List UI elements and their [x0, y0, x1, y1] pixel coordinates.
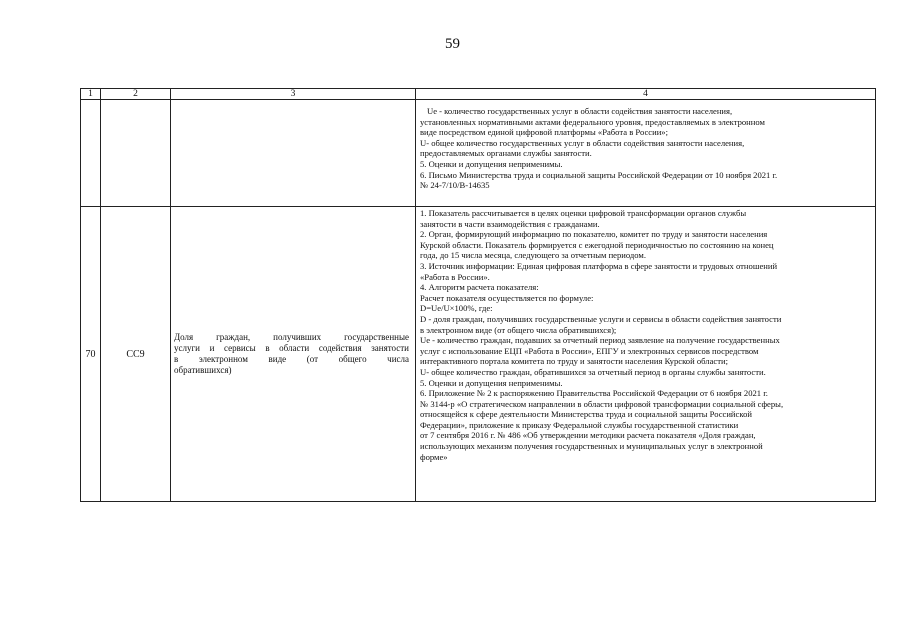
indicator-table — [80, 88, 876, 502]
row-number: 70 — [81, 207, 101, 502]
text-line: 5. Оценки и допущения неприменимы. — [420, 377, 563, 388]
text-line: 1. Показатель рассчитывается в целях оценки цифровой трансформации органов службы — [420, 208, 747, 218]
text-line: U- общее количество граждан, обратившихся за отчетный период в органы службы занятости. — [420, 366, 766, 377]
text-line: Федерации», приложение к приказу Федеральной службы государственной статистики — [420, 419, 739, 430]
text-line: Доля граждан, получивших государственные — [174, 332, 409, 342]
indicator-code: СС9 — [101, 207, 171, 502]
table-row-continuation — [81, 100, 876, 207]
header-col-2: 2 — [101, 89, 171, 100]
text-line: услуг с использование ЕЦП «Работа в России», ЕПГУ и электронных сервисов посредством — [420, 345, 759, 356]
text-line: форме» — [420, 451, 448, 462]
text-line: Курской области. Показатель формируется с ежегодной периодичностью по состоянию на конец — [420, 239, 774, 250]
row1-col3 — [171, 100, 416, 207]
table-row-70 — [81, 207, 876, 502]
text-line: относящейся к сфере деятельности Министерства труда и социальной защиты Российской — [420, 409, 752, 420]
text-line: 2. Орган, формирующий информацию по показателю, комитет по труду и занятости населения — [420, 229, 768, 240]
text-line: № 3144-р «О стратегическом направлении в области цифровой трансформации социальной сферы, — [420, 398, 784, 409]
methodology-text — [416, 207, 875, 464]
text-line: № 24-7/10/В-14635 — [420, 180, 490, 191]
text-line: D=Uе/U×100%, где: — [420, 303, 493, 314]
text-line: 3. Источник информации: Единая цифровая платформа в сфере занятости и трудовых отношений — [420, 260, 778, 271]
text-line: услуги и сервисы в области содействия занятости — [174, 343, 409, 353]
indicator-name-cell — [171, 207, 416, 502]
text-line: обратившихся) — [174, 365, 232, 375]
text-line: в электронном виде (от общего числа — [174, 354, 409, 364]
text-line: занятости в части взаимодействия с гражданами. — [420, 218, 600, 229]
row1-col1 — [81, 100, 101, 207]
row1-col4 — [416, 100, 876, 207]
header-col-4: 4 — [416, 89, 876, 100]
header-col-3: 3 — [171, 89, 416, 100]
methodology-cell — [416, 207, 876, 502]
text-line: предоставляемых органами службы занятости. — [420, 148, 592, 159]
text-line: Uе - количество граждан, подавших за отчетный период заявление на получение государственных — [420, 335, 780, 346]
text-line: D - доля граждан, получивших государственные услуги и сервисы в области содействия занятости — [420, 313, 782, 324]
text-line: интерактивного портала комитета по труду и занятости населения Курской области; — [420, 356, 728, 367]
text-line: 4. Алгоритм расчета показателя: — [420, 282, 539, 293]
text-line: использующих механизм получения государственных и муниципальных услуг в электронной — [420, 441, 763, 452]
text-line: U- общее количество государственных услуг в области содействия занятости населения, — [420, 137, 745, 148]
indicator-name — [171, 332, 415, 376]
text-line: 5. Оценки и допущения неприменимы. — [420, 158, 563, 169]
text-line: от 7 сентября 2016 г. № 486 «Об утверждении методики расчета показателя «Доля граждан, — [420, 430, 756, 441]
header-col-1: 1 — [81, 89, 101, 100]
text-line: в электронном виде (от общего числа обратившихся); — [420, 324, 617, 335]
text-line: виде посредством единой цифровой платформы «Работа в России»; — [420, 127, 668, 138]
row1-col2 — [101, 100, 171, 207]
page-number: 59 — [445, 36, 460, 52]
row1-description — [416, 100, 875, 193]
text-line: 6. Письмо Министерства труда и социальной защиты Российской Федерации от 10 ноября 2021 г. — [420, 169, 778, 180]
text-line: 6. Приложение № 2 к распоряжению Правительства Российской Федерации от 6 ноября 2021 г. — [420, 388, 768, 399]
text-line: года, до 15 числа месяца, следующего за отчетным периодом. — [420, 250, 647, 261]
text-line: Uе - количество государственных услуг в области содействия занятости населения, — [427, 106, 733, 116]
text-line: установленных нормативными актами федерального уровня, предоставляемых в электронном — [420, 116, 765, 127]
text-line: «Работа в России». — [420, 271, 490, 282]
table-header-row — [81, 89, 876, 100]
text-line: Расчет показателя осуществляется по формуле: — [420, 292, 594, 303]
